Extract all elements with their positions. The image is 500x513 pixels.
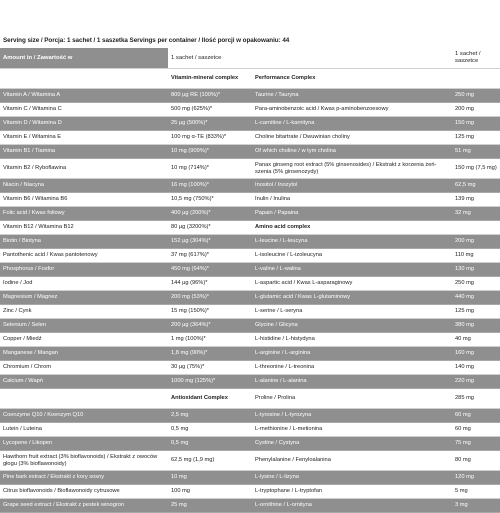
- complex-amount: 125 mg: [452, 305, 500, 319]
- header-per-sachet-2: 1 sachet / saszetce: [452, 48, 500, 69]
- nutrient-amount: 152 µg (304%)*: [168, 235, 252, 249]
- complex-ingredient: Cystine / Cystyna: [252, 437, 452, 451]
- complex-amount: 80 mg: [452, 451, 500, 471]
- table-row: [0, 193, 500, 207]
- nutrient-name: Phosphorus / Fosfor: [0, 263, 168, 277]
- nutrient-name: Vitamin A / Witamina A: [0, 89, 168, 103]
- nutrient-name: Manganese / Mangan: [0, 347, 168, 361]
- nutrient-name: Lutein / Luteina: [0, 423, 168, 437]
- nutrient-amount: 10,5 mg (750%)*: [168, 193, 252, 207]
- complex-amount: [452, 69, 500, 89]
- nutrient-amount: 1000 mg (125%)*: [168, 375, 252, 389]
- table-row: [0, 159, 500, 179]
- complex-amount: 110 mg: [452, 249, 500, 263]
- complex-ingredient: L-tryptophane / L-tryptofan: [252, 485, 452, 499]
- complex-ingredient: L-threonine / L-treonina: [252, 361, 452, 375]
- complex-ingredient: Of which choline / w tym cholina: [252, 145, 452, 159]
- nutrient-amount: 100 mg: [168, 485, 252, 499]
- nutrient-amount: 144 µg (96%)*: [168, 277, 252, 291]
- nutrient-amount: 10 mg (909%)*: [168, 145, 252, 159]
- complex-ingredient: Glycine / Glicyna: [252, 319, 452, 333]
- nutrient-amount: 0,5 mg: [168, 423, 252, 437]
- table-row: [0, 145, 500, 159]
- complex-ingredient: Taurine / Tauryna: [252, 89, 452, 103]
- nutrient-name: Zinc / Cynk: [0, 305, 168, 319]
- complex-amount: 160 mg: [452, 347, 500, 361]
- complex-amount: 139 mg: [452, 193, 500, 207]
- nutrient-name: [0, 69, 168, 89]
- complex-amount: 130 mg: [452, 263, 500, 277]
- complex-amount: 285 mg: [452, 389, 500, 409]
- complex-amount: 32 mg: [452, 207, 500, 221]
- complex-ingredient: Inositol / Inozytol: [252, 179, 452, 193]
- nutrient-name: Vitamin E / Witamina E: [0, 131, 168, 145]
- complex-ingredient: Choline bitartrate / Dwuwinian choliny: [252, 131, 452, 145]
- nutrient-amount: 1 mg (100%)*: [168, 333, 252, 347]
- header-amount: Amount in / Zawartość w: [0, 48, 168, 69]
- nutrient-name: Folic acid / Kwas foliowy: [0, 207, 168, 221]
- complex-amount: 60 mg: [452, 423, 500, 437]
- nutrient-name: Pantothenic acid / Kwas pantotenowy: [0, 249, 168, 263]
- nutrient-amount: 25 µg (500%)*: [168, 117, 252, 131]
- complex-amount: 60 mg: [452, 409, 500, 423]
- nutrient-name: Lycopene / Likopen: [0, 437, 168, 451]
- complex-ingredient: L-aspartic acid / Kwas L-asparaginowy: [252, 277, 452, 291]
- nutrient-amount: 10 mg: [168, 471, 252, 485]
- nutrient-amount: 500 mg (625%)*: [168, 103, 252, 117]
- complex-ingredient: L-valine / L-walina: [252, 263, 452, 277]
- table-row: [0, 451, 500, 471]
- table-row: [0, 103, 500, 117]
- complex-ingredient: Papain / Papaina: [252, 207, 452, 221]
- complex-ingredient: Amino acid complex: [252, 221, 452, 235]
- complex-amount: 250 mg: [452, 277, 500, 291]
- nutrient-name: Biotin / Biotyna: [0, 235, 168, 249]
- table-row: [0, 437, 500, 451]
- complex-ingredient: L-lysine / L-lizyna: [252, 471, 452, 485]
- nutrient-amount: 450 mg (64%)*: [168, 263, 252, 277]
- nutrient-amount: 400 µg (200%)*: [168, 207, 252, 221]
- table-row: [0, 235, 500, 249]
- nutrient-name: Pine bark extract / Ekstrakt z kory sosny: [0, 471, 168, 485]
- table-row: [0, 249, 500, 263]
- nutrient-amount: 2,5 mg: [168, 409, 252, 423]
- table-row: [0, 305, 500, 319]
- nutrient-amount: 800 µg RE (100%)*: [168, 89, 252, 103]
- complex-amount: 200 mg: [452, 235, 500, 249]
- nutrient-amount: 80 µg (3200%)*: [168, 221, 252, 235]
- complex-amount: [452, 221, 500, 235]
- complex-amount: 200 mg: [452, 103, 500, 117]
- table-row: [0, 277, 500, 291]
- nutrient-amount: 16 mg (100%)*: [168, 179, 252, 193]
- table-row: [0, 263, 500, 277]
- nutrient-name: Coenzyme Q10 / Koenzym Q10: [0, 409, 168, 423]
- serving-info: Serving size / Porcja: 1 sachet / 1 saszetka Servings per container / Ilość porcji w opakowaniu: 44: [3, 37, 290, 44]
- nutrient-name: Hawthorn fruit extract (3% bioflavonoids) / Ekstrakt z owoców głogu (3% bioflawonoidy): [0, 451, 168, 471]
- nutrient-amount: 100 mg α-TE (833%)*: [168, 131, 252, 145]
- nutrient-name: Grape seed extract / Ekstrakt z pestek winogron: [0, 499, 168, 513]
- header-blank: [252, 48, 452, 69]
- complex-ingredient: L-histidine / L-histydyna: [252, 333, 452, 347]
- nutrient-name: Vitamin B2 / Ryboflawina: [0, 159, 168, 179]
- nutrient-name: Vitamin B6 / Witamina B6: [0, 193, 168, 207]
- complex-ingredient: Panax ginseng root extract (5% ginsenosides) / Ekstrakt z korzenia żeń-szenia (5% ginsenozydy): [252, 159, 452, 179]
- nutrient-amount: 10 mg (714%)*: [168, 159, 252, 179]
- table-row: [0, 69, 500, 89]
- table-row: [0, 389, 500, 409]
- nutrient-name: Chromium / Chrom: [0, 361, 168, 375]
- header-per-sachet: 1 sachet / saszetce: [168, 48, 252, 69]
- nutrient-name: Iodine / Jod: [0, 277, 168, 291]
- complex-ingredient: L-carnitine / L-karnityna: [252, 117, 452, 131]
- nutrient-amount: 15 mg (150%)*: [168, 305, 252, 319]
- table-row: [0, 131, 500, 145]
- table-row: [0, 333, 500, 347]
- complex-amount: 125 mg: [452, 131, 500, 145]
- table-row: [0, 291, 500, 305]
- table-header-row: [0, 48, 500, 69]
- nutrient-amount: 25 mg: [168, 499, 252, 513]
- complex-amount: 250 mg: [452, 89, 500, 103]
- nutrient-amount: 30 µg (75%)*: [168, 361, 252, 375]
- nutrient-amount: 0,5 mg: [168, 437, 252, 451]
- complex-ingredient: L-glutamic acid / Kwas L-glutaminowy: [252, 291, 452, 305]
- complex-amount: 380 mg: [452, 319, 500, 333]
- nutrient-name: [0, 389, 168, 409]
- table-row: [0, 361, 500, 375]
- nutrient-name: Vitamin B12 / Witamina B12: [0, 221, 168, 235]
- table-row: [0, 499, 500, 513]
- complex-amount: 40 mg: [452, 333, 500, 347]
- nutrient-name: Vitamin C / Witamina C: [0, 103, 168, 117]
- complex-amount: 150 mg: [452, 117, 500, 131]
- table-row: [0, 89, 500, 103]
- nutrient-amount: 37 mg (617%)*: [168, 249, 252, 263]
- complex-amount: 120 mg: [452, 471, 500, 485]
- complex-ingredient: Proline / Prolina: [252, 389, 452, 409]
- complex-amount: 75 mg: [452, 437, 500, 451]
- complex-ingredient: L-alanine / L-alanina: [252, 375, 452, 389]
- table-row: [0, 117, 500, 131]
- complex-ingredient: Para-aminobenzoic acid / Kwas p-aminobenzoesowy: [252, 103, 452, 117]
- table-row: [0, 471, 500, 485]
- table-row: [0, 347, 500, 361]
- complex-ingredient: Performance Complex: [252, 69, 452, 89]
- nutrient-name: Copper / Miedź: [0, 333, 168, 347]
- nutrient-name: Citrus bioflavonoids / Bioflawonoidy cytrusowe: [0, 485, 168, 499]
- complex-ingredient: L-tyrosine / L-tyrozyna: [252, 409, 452, 423]
- nutrient-name: Calcium / Wapń: [0, 375, 168, 389]
- table-row: [0, 207, 500, 221]
- table-row: [0, 485, 500, 499]
- nutrient-amount: 200 µg (364%)*: [168, 319, 252, 333]
- nutrient-name: Niacin / Niacyna: [0, 179, 168, 193]
- table-row: [0, 409, 500, 423]
- complex-amount: 220 mg: [452, 375, 500, 389]
- table-row: [0, 179, 500, 193]
- nutrient-name: Vitamin D / Witamina D: [0, 117, 168, 131]
- complex-ingredient: L-leucine / L-leucyna: [252, 235, 452, 249]
- nutrition-table: [0, 48, 500, 513]
- complex-ingredient: L-arginine / L-arginina: [252, 347, 452, 361]
- table-row: [0, 319, 500, 333]
- nutrient-amount: 62,5 mg (1,9 mg): [168, 451, 252, 471]
- complex-ingredient: L-methionine / L-metionina: [252, 423, 452, 437]
- complex-amount: 140 mg: [452, 361, 500, 375]
- nutrient-name: Vitamin B1 / Tiamina: [0, 145, 168, 159]
- complex-ingredient: Inulin / Inulina: [252, 193, 452, 207]
- table-row: [0, 375, 500, 389]
- complex-ingredient: L-serine / L-seryna: [252, 305, 452, 319]
- complex-ingredient: L-isoleucine / L-izoleucyna: [252, 249, 452, 263]
- nutrient-amount: 200 mg (53%)*: [168, 291, 252, 305]
- complex-amount: 150 mg (7,5 mg): [452, 159, 500, 179]
- complex-amount: 3 mg: [452, 499, 500, 513]
- nutrient-name: Magnesium / Magnez: [0, 291, 168, 305]
- complex-amount: 51 mg: [452, 145, 500, 159]
- nutrient-amount: Antioxidant Complex: [168, 389, 252, 409]
- complex-ingredient: L-ornithine / L-ornityna: [252, 499, 452, 513]
- nutrient-name: Selenium / Selen: [0, 319, 168, 333]
- table-row: [0, 423, 500, 437]
- complex-ingredient: Phenylalanine / Fenyloalanina: [252, 451, 452, 471]
- complex-amount: 5 mg: [452, 485, 500, 499]
- table-row: [0, 221, 500, 235]
- nutrient-amount: Vitamin-mineral complex: [168, 69, 252, 89]
- nutrient-amount: 1,8 mg (90%)*: [168, 347, 252, 361]
- complex-amount: 62,5 mg: [452, 179, 500, 193]
- complex-amount: 440 mg: [452, 291, 500, 305]
